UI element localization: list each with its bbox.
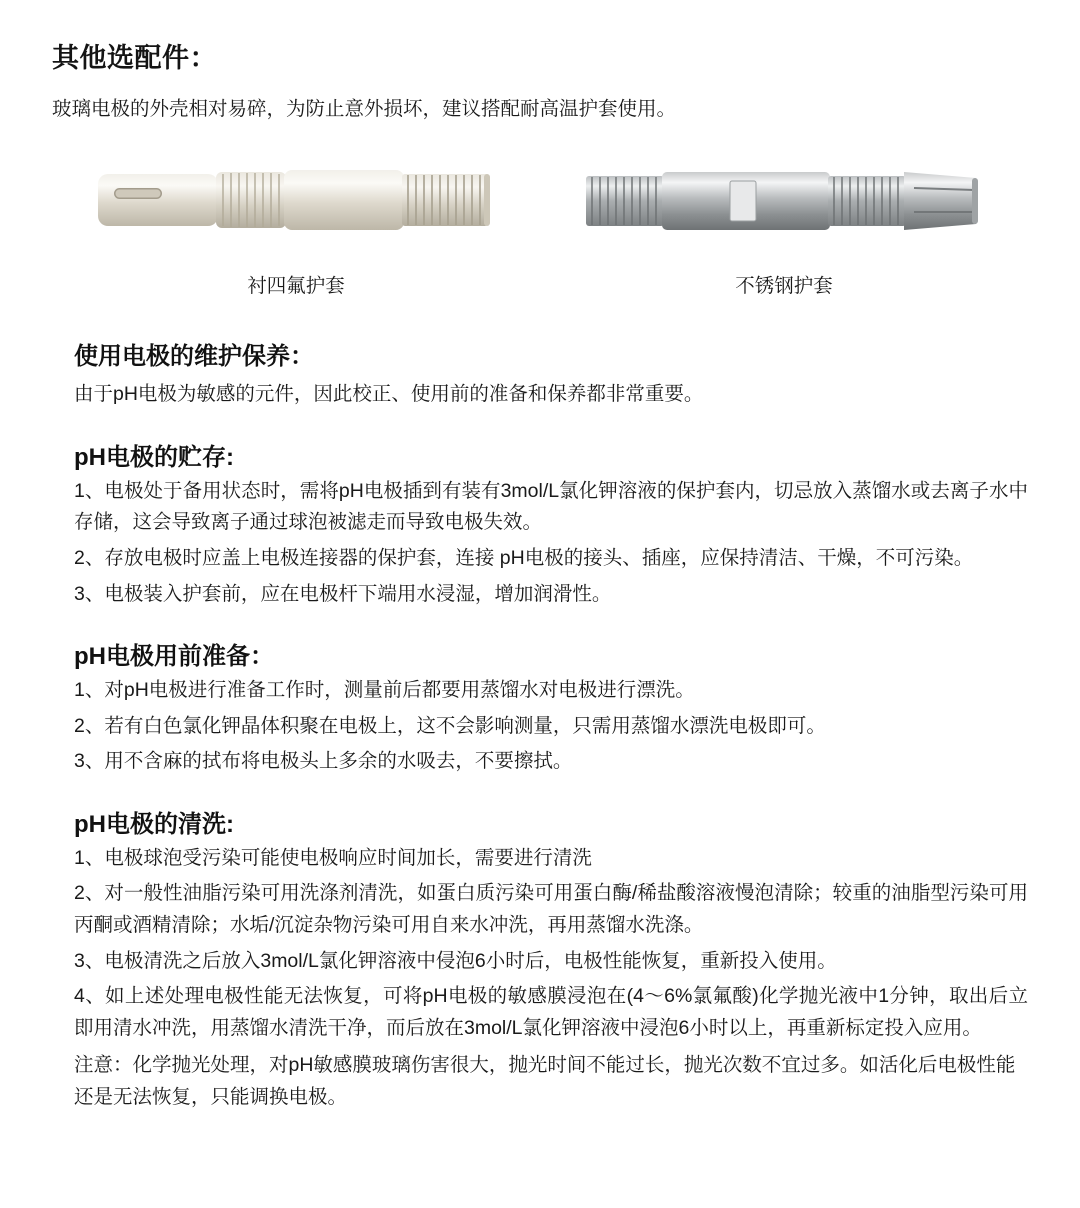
list-item: 1、电极处于备用状态时，需将pH电极插到有装有3mol/L氯化钾溶液的保护套内，切忌放入蒸馏水或去离子水中存储，这会导致离子通过球泡被滤走而导致电极失效。 (74, 479, 1028, 534)
ptfe-sheath-icon (96, 152, 496, 252)
list-item: 3、用不含麻的拭布将电极头上多余的水吸去，不要擦拭。 (74, 750, 573, 773)
list-item: 3、电极清洗之后放入3mol/L氯化钾溶液中侵泡6小时后，电极性能恢复，重新投入使用。 (74, 949, 837, 972)
list-item: 1、对pH电极进行准备工作时，测量前后都要用蒸馏水对电极进行漂洗。 (74, 679, 695, 702)
list-item: 2、若有白色氯化钾晶体积聚在电极上，这不会影响测量，只需用蒸馏水漂洗电极即可。 (74, 714, 826, 737)
heading-preparation: pH电极用前准备： (74, 643, 274, 671)
product-item-ptfe (52, 148, 540, 298)
product-image-row (52, 148, 1028, 318)
product-caption: 不锈钢护套 (735, 275, 833, 298)
heading-cleaning: pH电极的清洗: (74, 810, 234, 838)
page-title: 其他选配件： (52, 43, 217, 73)
cleaning-note: 注意：化学抛光处理，对pH敏感膜玻璃伤害很大，抛光时间不能过长，抛光次数不宜过多。如活化后电极性能还是无法恢复，只能调换电极。 (74, 1054, 1016, 1108)
heading-maintenance: 使用电极的维护保养： (74, 343, 314, 371)
heading-storage: pH电极的贮存: (74, 443, 234, 471)
section-cleaning (52, 804, 1028, 1114)
stainless-steel-sheath-image (540, 148, 1028, 256)
maintenance-text: 由于pH电极为敏感的元件，因此校正、使用前的准备和保养都非常重要。 (74, 383, 704, 406)
ptfe-sheath-image (52, 148, 540, 256)
list-item: 4、如上述处理电极性能无法恢复，可将pH电极的敏感膜浸泡在(4～6%氯氟酸)化学抛光液中1分钟，取出后立即用清水冲洗，用蒸馏水清洗干净，而后放在3mol/L氯化钾溶液中浸泡6小时以上，再重新标定投入应用。 (74, 985, 1028, 1039)
list-item: 2、对一般性油脂污染可用洗涤剂清洗，如蛋白质污染可用蛋白酶/稀盐酸溶液慢泡清除；较重的油脂型污染可用丙酮或酒精清除；水垢/沉淀杂物污染可用自来水冲洗，再用蒸馏水洗涤。 (74, 882, 1028, 937)
list-item: 1、电极球泡受污染可能使电极响应时间加长，需要进行清洗 (74, 846, 592, 869)
section-storage (52, 437, 1028, 610)
product-item-steel (540, 148, 1028, 298)
product-caption: 衬四氟护套 (247, 275, 345, 298)
list-item: 3、电极装入护套前，应在电极杆下端用水浸湿，增加润滑性。 (74, 582, 612, 605)
section-preparation (52, 636, 1028, 778)
intro-paragraph: 玻璃电极的外壳相对易碎，为防止意外损坏，建议搭配耐高温护套使用。 (52, 98, 677, 120)
stainless-steel-sheath-icon (584, 152, 984, 252)
list-item: 2、存放电极时应盖上电极连接器的保护套，连接 pH电极的接头、插座，应保持清洁、干燥，不可污染。 (74, 546, 974, 569)
